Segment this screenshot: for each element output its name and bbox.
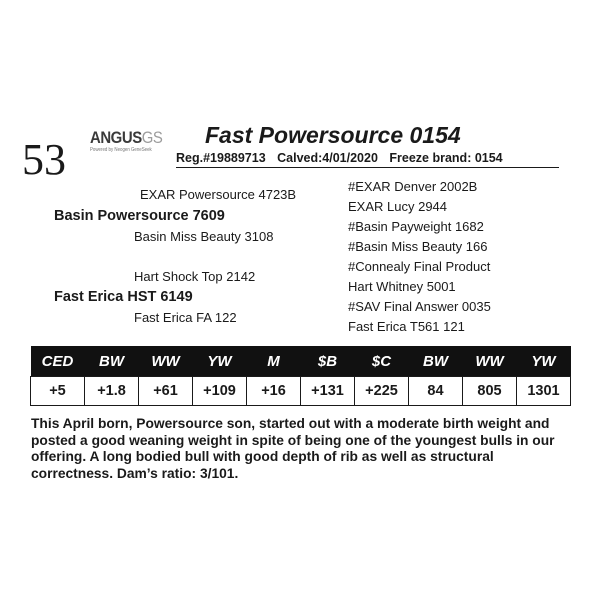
header-divider [176,167,559,168]
epd-header-m: M [247,346,301,377]
epd-header-ww: WW [139,346,193,377]
great-grandparent-5: #Connealy Final Product [348,259,491,274]
epd-header-actual-yw: YW [517,346,571,377]
dam-dam: Fast Erica FA 122 [134,310,237,325]
epd-value-actual-yw: 1301 [517,377,571,406]
logo-tagline: Powered by Neogen GeneSeek [90,147,152,153]
epd-header-yw: YW [193,346,247,377]
epd-header-b-index: $B [301,346,355,377]
sire-sire: EXAR Powersource 4723B [140,187,297,202]
great-grandparent-4: #Basin Miss Beauty 166 [348,239,488,254]
epd-value-b-index: +131 [301,377,355,406]
freeze-brand: Freeze brand: 0154 [389,151,503,165]
epd-header-actual-bw: BW [409,346,463,377]
epd-value-ced: +5 [31,377,85,406]
angus-gs-logo [90,128,163,155]
epd-header-row [31,346,571,377]
epd-header-ced: CED [31,346,85,377]
epd-value-ww: +61 [139,377,193,406]
epd-table [30,346,571,406]
epd-value-c-index: +225 [355,377,409,406]
registration-line [176,150,511,166]
great-grandparent-3: #Basin Payweight 1682 [348,219,484,234]
animal-name: Fast Powersource 0154 [205,122,461,148]
lot-description: This April born, Powersource son, started out with a moderate birth weight and posted a good weaning weight in spite of being one of the youngest bulls in our offering. A long bodied bull with good depth of rib as well as structural correctness. Dam’s ratio: 3/101. [31,416,555,481]
logo-brand-suffix: GS [141,128,163,147]
epd-header-bw: BW [85,346,139,377]
great-grandparent-2: EXAR Lucy 2944 [348,199,448,214]
logo-brand: ANGUS [90,128,142,147]
sire: Basin Powersource 7609 [54,208,225,224]
epd-header-c-index: $C [355,346,409,377]
registration-number: Reg.#19889713 [176,151,266,165]
epd-header-actual-ww: WW [463,346,517,377]
lot-number: 53 [22,135,66,184]
great-grandparent-8: Fast Erica T561 121 [348,319,465,334]
epd-value-m: +16 [247,377,301,406]
great-grandparent-7: #SAV Final Answer 0035 [348,299,491,314]
great-grandparent-6: Hart Whitney 5001 [348,279,456,294]
sire-dam: Basin Miss Beauty 3108 [134,229,274,244]
epd-value-row [31,377,571,406]
epd-value-bw: +1.8 [85,377,139,406]
epd-value-actual-bw: 84 [409,377,463,406]
dam-sire: Hart Shock Top 2142 [134,269,256,284]
dam: Fast Erica HST 6149 [54,289,193,305]
epd-value-yw: +109 [193,377,247,406]
great-grandparent-1: #EXAR Denver 2002B [348,179,478,194]
calved-date: Calved:4/01/2020 [277,151,378,165]
epd-value-actual-ww: 805 [463,377,517,406]
